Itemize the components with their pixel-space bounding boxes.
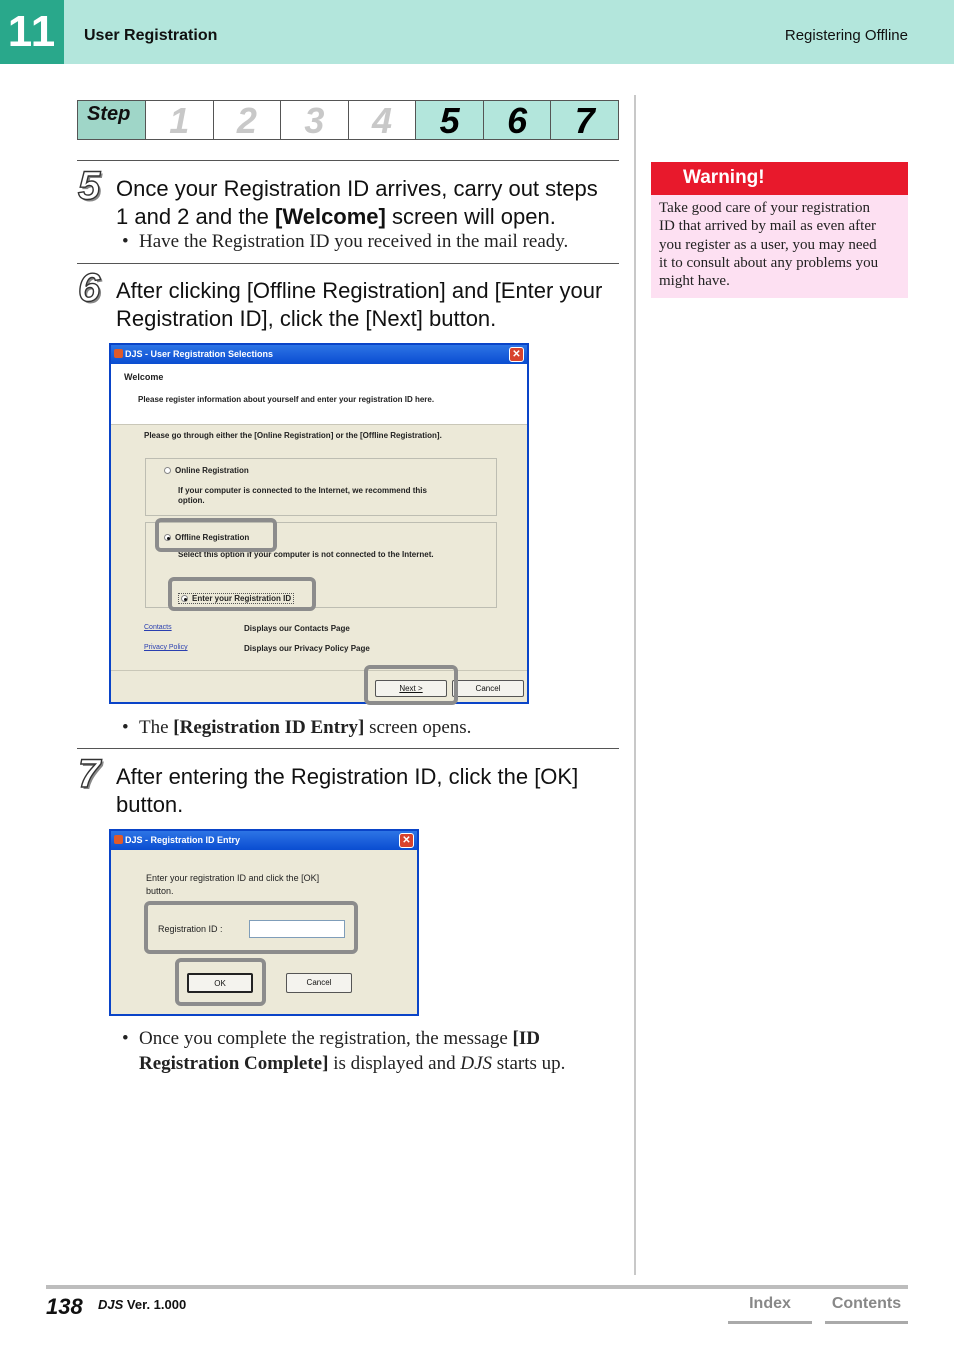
step5-bullet-text: Have the Registration ID you received in the mail ready. bbox=[139, 231, 569, 252]
highlight-enter-id bbox=[168, 577, 316, 611]
step6-bullet-b: screen opens. bbox=[364, 717, 472, 738]
step-2: 2 bbox=[214, 101, 282, 139]
version-text: Ver. 1.000 bbox=[126, 1297, 187, 1312]
entry-prompt-2: button. bbox=[146, 886, 174, 896]
step7-line2: button. bbox=[116, 792, 184, 817]
step-3: 3 bbox=[281, 101, 349, 139]
step-label: Step bbox=[78, 101, 146, 139]
close-icon[interactable]: ✕ bbox=[399, 833, 414, 848]
step-number-6: 6 bbox=[78, 266, 101, 310]
step7-line1: After entering the Registration ID, click the [OK] bbox=[116, 764, 579, 789]
step7-bullet-b: is displayed and bbox=[328, 1053, 461, 1074]
step6-line2: Registration ID], click the [Next] button. bbox=[116, 306, 497, 331]
online-desc-2: option. bbox=[178, 496, 205, 505]
highlight-ok bbox=[175, 958, 266, 1006]
step-1: 1 bbox=[146, 101, 214, 139]
page-header bbox=[0, 0, 954, 64]
app-icon bbox=[114, 349, 123, 358]
entry-prompt-1: Enter your registration ID and click the [OK] bbox=[146, 873, 320, 883]
warning-line: you register as a user, you may need bbox=[659, 236, 877, 253]
ok-button[interactable]: OK bbox=[187, 973, 253, 993]
section-divider bbox=[77, 160, 619, 161]
step5-instruction bbox=[116, 175, 598, 231]
app-icon bbox=[114, 835, 123, 844]
step7-bullet-bold1: [ID bbox=[512, 1028, 540, 1049]
cancel-button[interactable]: Cancel bbox=[452, 680, 524, 697]
step6-instruction bbox=[116, 277, 602, 333]
chapter-number: 11 bbox=[0, 0, 64, 64]
step-4: 4 bbox=[349, 101, 417, 139]
warning-title: Warning! bbox=[651, 162, 908, 195]
radio-icon bbox=[164, 467, 171, 474]
step7-bullet-bold2: Registration Complete] bbox=[139, 1053, 329, 1074]
step7-bullet-a: Once you complete the registration, the message bbox=[139, 1028, 513, 1049]
dialog-banner bbox=[111, 364, 527, 424]
step5-text-line1: Once your Registration ID arrives, carry out steps bbox=[116, 176, 598, 201]
step-number-7: 7 bbox=[78, 752, 101, 796]
step5-text-a: 1 and 2 and the bbox=[116, 204, 276, 229]
offline-desc: Select this option if your computer is not connected to the Internet. bbox=[178, 550, 434, 559]
registration-instruction: Please go through either the [Online Registration] or the [Offline Registration]. bbox=[144, 431, 442, 440]
warning-line: ID that arrived by mail as even after bbox=[659, 218, 876, 235]
page-number: 138 bbox=[46, 1294, 83, 1319]
highlight-id-field bbox=[144, 901, 358, 954]
step7-bullet-italic: DJS bbox=[460, 1053, 493, 1074]
warning-body bbox=[651, 195, 908, 298]
close-icon[interactable]: ✕ bbox=[509, 347, 524, 362]
dialog-title: DJS - Registration ID Entry bbox=[125, 835, 241, 845]
offline-label: Offline Registration bbox=[175, 533, 250, 542]
step5-text-c: screen will open. bbox=[385, 204, 556, 229]
warning-line: might have. bbox=[659, 273, 730, 290]
highlight-next bbox=[364, 665, 458, 705]
welcome-heading: Welcome bbox=[124, 372, 164, 382]
dialog-title: DJS - User Registration Selections bbox=[125, 349, 274, 359]
step-6: 6 bbox=[484, 101, 552, 139]
section-divider bbox=[77, 263, 619, 264]
footer-bar bbox=[46, 1285, 908, 1289]
online-registration-radio[interactable] bbox=[164, 466, 249, 475]
dialog-titlebar bbox=[111, 831, 417, 850]
page-topic: Registering Offline bbox=[784, 27, 908, 44]
registration-id-label: Registration ID : bbox=[158, 924, 223, 934]
contents-link[interactable]: Contents bbox=[825, 1295, 908, 1324]
step6-bullet-bold: [Registration ID Entry] bbox=[173, 717, 365, 738]
section-title: User Registration bbox=[84, 27, 218, 44]
section-divider bbox=[77, 748, 619, 749]
online-label: Online Registration bbox=[175, 466, 249, 475]
step7-bullet: • Once you complete the registration, the message [ID Registration Complete] is displayed and DJS starts up. bbox=[122, 1028, 566, 1074]
step5-welcome-bold: [Welcome] bbox=[275, 204, 386, 229]
dialog-separator bbox=[111, 424, 527, 425]
contacts-link[interactable]: Contacts bbox=[144, 624, 172, 631]
step-7: 7 bbox=[551, 101, 618, 139]
dialog-titlebar bbox=[111, 345, 527, 364]
enter-id-label: Enter your Registration ID bbox=[192, 594, 292, 603]
step5-bullet: • Have the Registration ID you received in the mail ready. bbox=[122, 231, 569, 252]
welcome-intro: Please register information about yourself and enter your registration ID here. bbox=[138, 395, 435, 404]
step7-bullet-c: starts up. bbox=[492, 1053, 566, 1074]
product-name: DJS bbox=[98, 1297, 124, 1312]
step-progress-bar bbox=[77, 100, 619, 140]
next-button[interactable]: Next > bbox=[375, 680, 447, 697]
step6-bullet-a: The bbox=[139, 717, 174, 738]
step7-instruction bbox=[116, 763, 578, 819]
product-version bbox=[98, 1297, 186, 1312]
privacy-policy-link[interactable]: Privacy Policy bbox=[144, 644, 188, 651]
highlight-offline bbox=[155, 518, 277, 552]
online-desc-1: If your computer is connected to the Internet, we recommend this bbox=[178, 486, 427, 495]
step6-bullet: • The [Registration ID Entry] screen opens. bbox=[122, 717, 472, 738]
cancel-button[interactable]: Cancel bbox=[286, 973, 352, 993]
privacy-desc: Displays our Privacy Policy Page bbox=[244, 644, 370, 653]
step6-line1: After clicking [Offline Registration] and [Enter your bbox=[116, 278, 603, 303]
column-divider bbox=[634, 95, 636, 1275]
warning-line: it to consult about any problems you bbox=[659, 254, 879, 271]
dialog-separator bbox=[111, 670, 527, 671]
step-5: 5 bbox=[416, 101, 484, 139]
step-number-5: 5 bbox=[78, 164, 101, 208]
index-link[interactable]: Index bbox=[728, 1295, 812, 1324]
contacts-desc: Displays our Contacts Page bbox=[244, 624, 350, 633]
warning-line: Take good care of your registration bbox=[659, 200, 870, 216]
